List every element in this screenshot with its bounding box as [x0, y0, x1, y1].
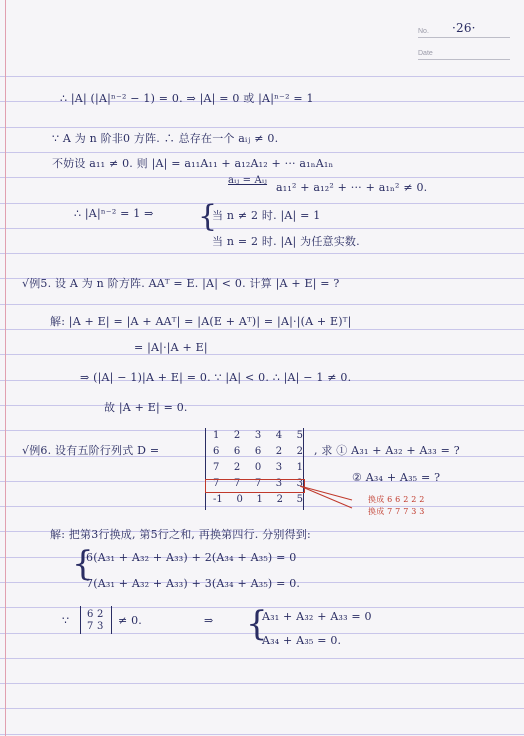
- matrix-cell: 0: [254, 462, 262, 473]
- cases-brace-3: {: [246, 604, 268, 644]
- matrix-cell: 2: [296, 446, 303, 457]
- ruled-line: [0, 329, 524, 330]
- line-7: 解: |A + E| = |A + AAᵀ| = |A(E + Aᵀ)| = |A|·|(A + E)ᵀ|: [50, 315, 352, 328]
- example-6-title: √例6. 设有五阶行列式 D =: [22, 444, 160, 457]
- matrix-row: [213, 462, 303, 474]
- result-2: A₃₄ + A₃₅ = 0.: [262, 634, 342, 647]
- no-underline: [418, 37, 510, 38]
- matrix-cell: 7: [213, 462, 220, 473]
- ruled-line: [0, 304, 524, 305]
- ruled-line: [0, 152, 524, 153]
- because-sign: ∵: [62, 614, 70, 627]
- matrix-cell: 2: [276, 494, 283, 505]
- matrix-cell: 6: [254, 446, 262, 457]
- result-1: A₃₁ + A₃₂ + A₃₃ = 0: [262, 610, 372, 623]
- ruled-line: [0, 405, 524, 406]
- line-2: ∵ A 为 n 阶非0 方阵. ∴ 总存在一个 aᵢⱼ ≠ 0.: [52, 132, 279, 145]
- ruled-line: [0, 127, 524, 128]
- red-row-highlight: [205, 479, 305, 493]
- matrix-cell: 7: [213, 478, 220, 489]
- line-9: ⇒ (|A| − 1)|A + E| = 0. ∵ |A| < 0. ∴ |A| − 1 ≠ 0.: [80, 371, 352, 384]
- matrix-cell: 2: [275, 446, 283, 457]
- small-determinant: [80, 606, 112, 634]
- matrix-cell: 3: [254, 430, 262, 441]
- red-note-1: 换成 6 6 2 2 2: [368, 495, 425, 504]
- not-zero: ≠ 0.: [118, 614, 143, 627]
- matrix-cell: 7: [233, 478, 241, 489]
- margin-line: [5, 0, 6, 736]
- page-number: ·26·: [452, 21, 476, 35]
- example-5-title: √例5. 设 A 为 n 阶方阵. AAᵀ = E. |A| < 0. 计算 |A + E| = ?: [22, 277, 340, 290]
- line-5: ∴ |A|ⁿ⁻² = 1 ⇒: [74, 207, 154, 220]
- ruled-line: [0, 253, 524, 254]
- line-5a: 当 n ≠ 2 时. |A| = 1: [212, 209, 321, 222]
- line-1: ∴ |A| (|A|ⁿ⁻² − 1) = 0. ⇒ |A| = 0 或 |A|ⁿ⁻² = 1: [60, 92, 314, 105]
- matrix-cell: 5: [296, 430, 303, 441]
- matrix-cell: 6: [233, 446, 241, 457]
- cases-brace-1: {: [198, 199, 218, 234]
- ruled-line: [0, 658, 524, 659]
- question-1: , 求 ① A₃₁ + A₃₂ + A₃₃ = ?: [314, 444, 460, 457]
- matrix-cell: 1: [296, 462, 303, 473]
- equation-2: 7(A₃₁ + A₃₂ + A₃₃) + 3(A₃₄ + A₃₅) = 0.: [86, 577, 301, 590]
- det-bar-left: [205, 428, 206, 510]
- date-underline: [418, 59, 510, 60]
- line-4-condition: aᵢⱼ = Aᵢⱼ: [228, 175, 268, 186]
- matrix-cell: 1: [213, 430, 220, 441]
- solution-6-intro: 解: 把第3行换成, 第5行之和, 再换第四行. 分别得到:: [50, 528, 311, 541]
- matrix-cell: 0: [236, 494, 243, 505]
- equation-1: 6(A₃₁ + A₃₂ + A₃₃) + 2(A₃₄ + A₃₅) = 0: [86, 551, 297, 564]
- matrix-cell: 2: [233, 430, 241, 441]
- ruled-line: [0, 228, 524, 229]
- line-8: = |A|·|A + E|: [134, 341, 208, 354]
- matrix-row: [213, 430, 303, 442]
- matrix-cell: 6: [213, 446, 220, 457]
- matrix-cell: 2: [233, 462, 241, 473]
- no-label: No.: [418, 28, 429, 35]
- matrix-cell: 5: [296, 494, 303, 505]
- small-det-row-2: 7 3: [87, 621, 104, 632]
- ruled-line: [0, 203, 524, 204]
- matrix-cell: -1: [213, 494, 223, 505]
- ruled-line: [0, 354, 524, 355]
- line-5b: 当 n = 2 时. |A| 为任意实数.: [212, 235, 360, 248]
- ruled-line: [0, 76, 524, 77]
- small-det-row-1: 6 2: [87, 609, 104, 620]
- ruled-line: [0, 708, 524, 709]
- matrix-cell: 3: [275, 462, 283, 473]
- matrix-row: [213, 446, 303, 458]
- cases-brace-2: {: [72, 544, 94, 584]
- line-10: 故 |A + E| = 0.: [104, 401, 188, 414]
- matrix-cell: 7: [254, 478, 262, 489]
- matrix-cell: 3: [296, 478, 303, 489]
- matrix-cell: 4: [275, 430, 283, 441]
- date-label: Date: [418, 50, 433, 57]
- red-note-2: 换成 7 7 7 3 3: [368, 507, 425, 516]
- question-2: ② A₃₄ + A₃₅ = ?: [352, 471, 441, 484]
- implies-arrow: ⇒: [204, 614, 214, 627]
- ruled-line: [0, 734, 524, 735]
- matrix-cell: 3: [275, 478, 283, 489]
- ruled-line: [0, 683, 524, 684]
- line-3: 不妨设 a₁₁ ≠ 0. 则 |A| = a₁₁A₁₁ + a₁₂A₁₂ + ··· a₁ₙA₁ₙ: [52, 157, 334, 170]
- line-4: a₁₁² + a₁₂² + ··· + a₁ₙ² ≠ 0.: [276, 181, 428, 194]
- matrix-cell: 1: [256, 494, 263, 505]
